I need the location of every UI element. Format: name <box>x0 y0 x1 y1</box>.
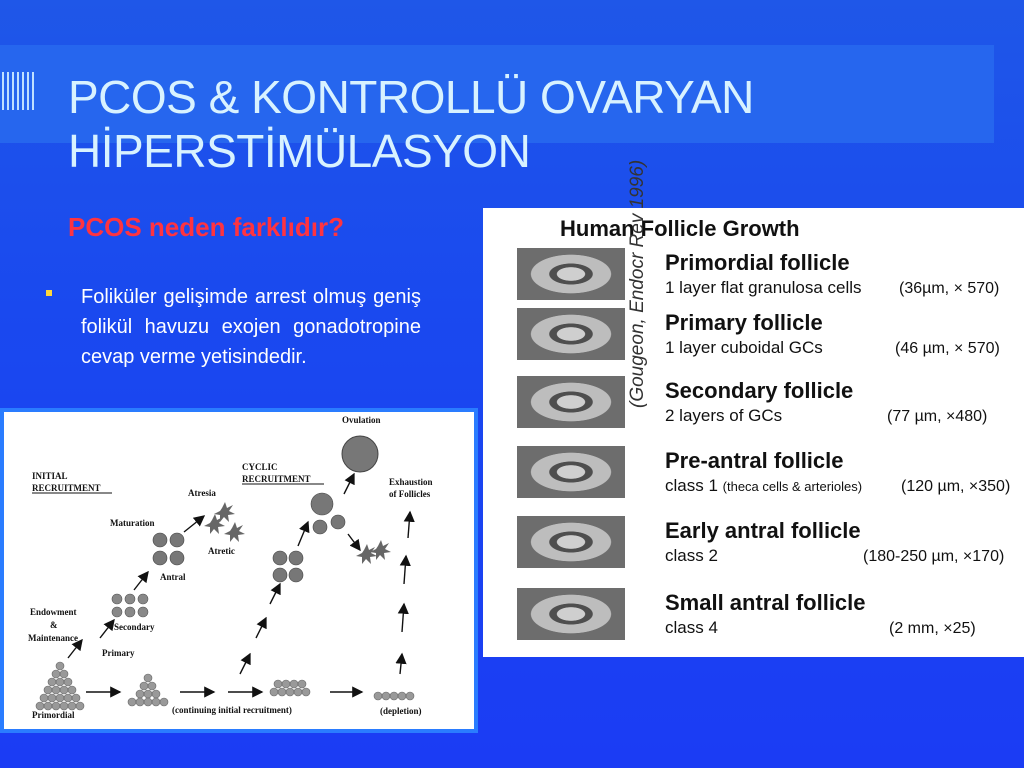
flow-arrows <box>68 474 410 692</box>
stage-size: (46 µm, × 570) <box>895 340 1000 357</box>
primary-label: Primary <box>102 648 135 658</box>
stage-desc <box>665 476 862 496</box>
depleted-pool <box>374 692 414 700</box>
initial-recruitment-label-2: RECRUITMENT <box>32 483 101 493</box>
stage-desc-small: (theca cells & arterioles) <box>722 479 863 494</box>
stage-pre-antral <box>483 446 1024 512</box>
decorative-stripes <box>2 72 36 110</box>
ovulation-follicle <box>342 436 378 472</box>
follicle-image <box>517 516 625 568</box>
maturation-label: Maturation <box>110 518 155 528</box>
continuing-label: (continuing initial recruitment) <box>172 705 292 715</box>
stage-size: (180-250 µm, ×170) <box>863 548 1005 565</box>
stage-desc-text: 2 layers of GCs <box>665 406 783 425</box>
slide-title <box>68 70 754 178</box>
cyclic-cluster <box>273 551 303 582</box>
stage-desc <box>665 338 823 358</box>
follicle-image <box>517 376 625 428</box>
stage-primordial <box>483 248 1024 314</box>
bullet-marker <box>46 290 52 296</box>
stage-name: Primary follicle <box>665 310 823 335</box>
recruitment-diagram-svg <box>4 412 474 729</box>
follicle-image <box>517 308 625 360</box>
follicle-image <box>517 248 625 300</box>
stage-desc <box>665 618 718 638</box>
endowment-label-1: Endowment <box>30 607 77 617</box>
slide-subtitle: PCOS neden farklıdır? <box>68 212 344 242</box>
exhaustion-label-1: Exhaustion <box>389 477 433 487</box>
primordial-label: Primordial <box>32 710 75 720</box>
citation-label: (Gougeon, Endocr Rev 1996) <box>627 159 648 408</box>
stage-name: Secondary follicle <box>665 378 854 403</box>
depletion-label: (depletion) <box>380 706 422 716</box>
follicle-growth-title: Human Follicle Growth <box>560 216 800 241</box>
antral-cluster <box>153 533 184 565</box>
stage-desc <box>665 278 862 298</box>
dominant-follicles <box>311 493 345 534</box>
bullet-text: Foliküler gelişimde arrest olmuş geniş folikül havuzu exojen gonadotropine cevap verme yetisindedir. <box>81 286 421 368</box>
cyclic-recruitment-label-2: RECRUITMENT <box>242 474 311 484</box>
primordial-pool-2 <box>128 674 168 706</box>
stage-desc <box>665 406 782 426</box>
ovulation-label: Ovulation <box>342 415 381 425</box>
follicle-growth-figure <box>483 159 1024 657</box>
stage-early-antral <box>483 516 1024 582</box>
stage-name: Early antral follicle <box>665 518 861 543</box>
stage-secondary <box>483 376 1024 442</box>
stage-desc <box>665 546 718 566</box>
stage-desc-text: 1 layer flat granulosa cells <box>665 278 862 297</box>
primordial-pool-3 <box>270 680 310 696</box>
stage-small-antral <box>483 588 1024 654</box>
atretic-label: Atretic <box>208 546 235 556</box>
stage-size: (120 µm, ×350) <box>901 478 1011 495</box>
stage-primary <box>483 308 1024 374</box>
secondary-label: Secondary <box>114 622 155 632</box>
stage-name: Primordial follicle <box>665 250 850 275</box>
slide-title-line2: HİPERSTİMÜLASYON <box>68 125 531 177</box>
stage-size: (36µm, × 570) <box>899 280 1000 297</box>
primordial-pool <box>36 662 84 710</box>
atresia-label: Atresia <box>188 488 216 498</box>
antral-label: Antral <box>160 572 186 582</box>
secondary-cluster <box>112 594 148 617</box>
stage-desc-text: class 1 <box>665 476 718 495</box>
slide-title-line1: PCOS & KONTROLLÜ OVARYAN <box>68 71 754 123</box>
stage-name: Pre-antral follicle <box>665 448 844 473</box>
stage-desc-text: 1 layer cuboidal GCs <box>665 338 823 357</box>
recruitment-diagram <box>0 408 478 733</box>
cyclic-recruitment-label-1: CYCLIC <box>242 462 278 472</box>
stage-desc-text: class 2 <box>665 546 718 565</box>
endowment-label-2: & <box>50 620 58 630</box>
endowment-label-3: Maintenance <box>28 633 78 643</box>
follicle-image <box>517 588 625 640</box>
stage-size: (2 mm, ×25) <box>889 620 976 637</box>
stage-name: Small antral follicle <box>665 590 866 615</box>
initial-recruitment-label-1: INITIAL <box>32 471 68 481</box>
exhaustion-label-2: of Follicles <box>389 489 431 499</box>
stage-size: (77 µm, ×480) <box>887 408 988 425</box>
follicle-image <box>517 446 625 498</box>
stage-desc-text: class 4 <box>665 618 718 637</box>
